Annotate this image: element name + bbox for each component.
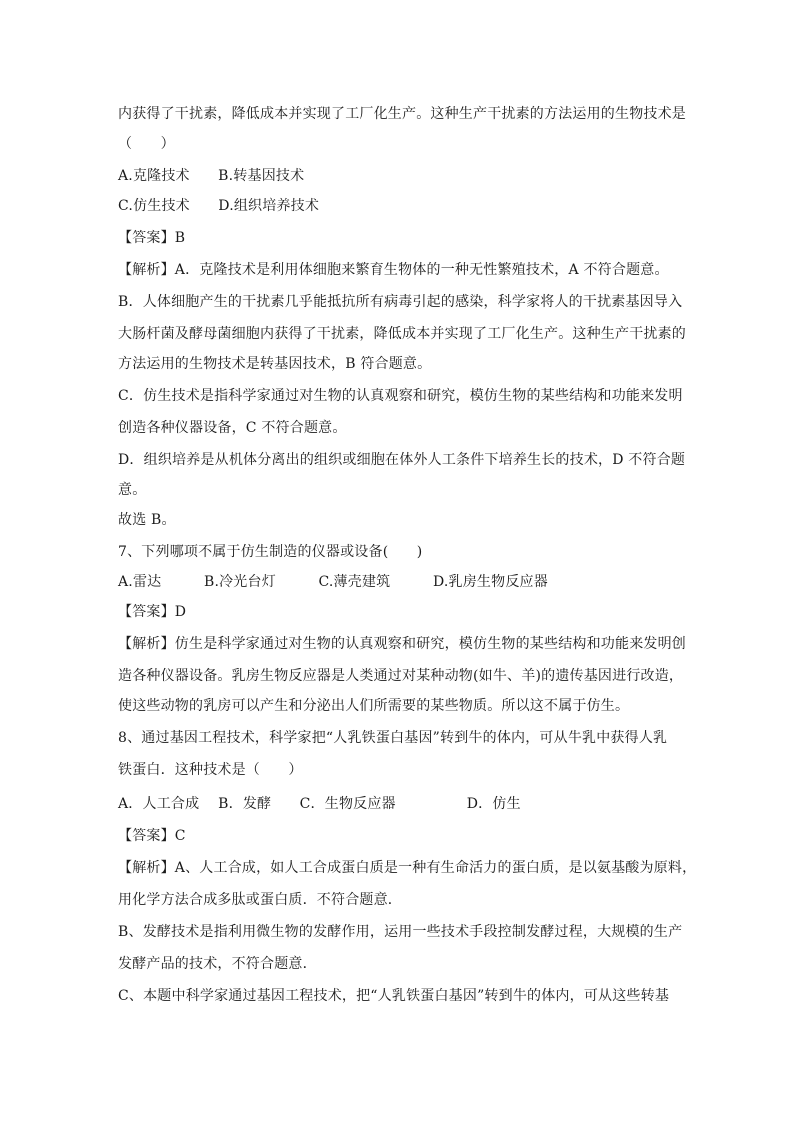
analysis-line: 造各种仪器设备。乳房生物反应器是人类通过对某种动物(如牛、羊)的遗传基因进行改造， xyxy=(118,668,684,684)
analysis-line: 方法运用的生物技术是转基因技术，B 符合题意。 xyxy=(118,356,432,372)
analysis-line: 发酵产品的技术，不符合题意． xyxy=(118,956,317,972)
text-line: 内获得了干扰素，降低成本并实现了工厂化生产。这种生产干扰素的方法运用的生物技术是 xyxy=(118,106,686,122)
answer-line: 【答案】C xyxy=(118,828,186,844)
option-line: A.克隆技术 B.转基因技术 xyxy=(118,168,305,184)
conclusion-line: 故选 B。 xyxy=(118,512,176,528)
analysis-line: 创造各种仪器设备，C 不符合题意。 xyxy=(118,420,347,436)
option-line: C.仿生技术 D.组织培养技术 xyxy=(118,198,320,214)
text-line: （ ） xyxy=(118,136,175,152)
analysis-line: C、本题中科学家通过基因工程技术，把“人乳铁蛋白基因”转到牛的体内，可从这些转基 xyxy=(118,988,670,1004)
analysis-line: 【解析】仿生是科学家通过对生物的认真观察和研究，模仿生物的某些结构和功能来发明创 xyxy=(118,636,686,652)
analysis-line: D．组织培养是从机体分离出的组织或细胞在体外人工条件下培养生长的技术，D 不符合题 xyxy=(118,452,686,468)
analysis-line: 【解析】A、人工合成，如人工合成蛋白质是一种有生命活力的蛋白质，是以氨基酸为原料， xyxy=(118,860,697,876)
analysis-line: 用化学方法合成多肽或蛋白质．不符合题意． xyxy=(118,892,402,908)
analysis-line: B、发酵技术是指利用微生物的发酵作用，运用一些技术手段控制发酵过程，大规模的生产 xyxy=(118,924,683,940)
analysis-line: 使这些动物的乳房可以产生和分泌出人们所需要的某些物质。所以这不属于仿生。 xyxy=(118,698,630,714)
question-8: 8、通过基因工程技术，科学家把“人乳铁蛋白基因”转到牛的体内，可从牛乳中获得人乳 xyxy=(118,730,668,746)
analysis-line: 【解析】A．克隆技术是利用体细胞来繁育生物体的一种无性繁殖技术，A 不符合题意。 xyxy=(118,262,669,278)
analysis-line: 大肠杆菌及酵母菌细胞内获得了干扰素，降低成本并实现了工厂化生产。这种生产干扰素的 xyxy=(118,326,686,342)
question-7: 7、下列哪项不属于仿生制造的仪器或设备( ) xyxy=(118,544,423,560)
analysis-line: B．人体细胞产生的干扰素几乎能抵抗所有病毒引起的感染，科学家将人的干扰素基因导入 xyxy=(118,294,683,310)
analysis-line: 意。 xyxy=(118,482,147,498)
option-line: A.雷达 B.冷光台灯 C.薄壳建筑 D.乳房生物反应器 xyxy=(118,574,548,590)
option-line: A．人工合成 B．发酵 C．生物反应器 D．仿生 xyxy=(118,796,521,812)
analysis-line: C．仿生技术是指科学家通过对生物的认真观察和研究，模仿生物的某些结构和功能来发明 xyxy=(118,388,683,404)
answer-line: 【答案】D xyxy=(118,604,187,620)
answer-line: 【答案】B xyxy=(118,230,186,246)
question-8-cont: 铁蛋白．这种技术是（ ） xyxy=(118,762,303,778)
